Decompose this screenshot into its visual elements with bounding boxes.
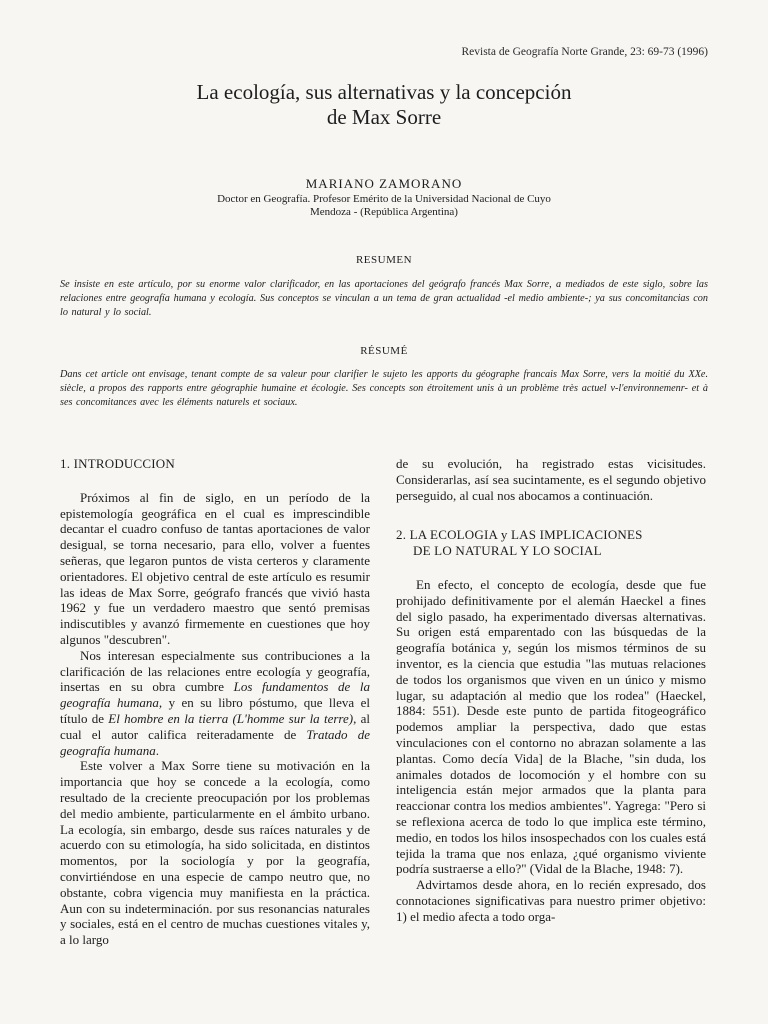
section-2-title-line-1: 2. LA ECOLOGIA y LAS IMPLICACIONES [396,527,643,543]
right-column [396,456,706,925]
title-line-1: La ecología, sus alternativas y la concepción [196,80,572,104]
book-title-fundamentos: Los fundamentos de la geografía humana, [60,679,370,711]
p2-text-b: y en su libro póstumo, que lleva el título de [60,695,370,726]
resume-heading: RÉSUMÉ [360,345,408,357]
title-line-2: de Max Sorre [326,105,442,129]
p2-text-a: Nos interesan especialmente sus contribuciones a la clarificación de las relaciones entre ecología y geografía, insertas en su obra cumbre [60,647,370,695]
section-2-paragraph-2: Advirtamos desde ahora, en lo recién expresado, dos connotaciones significativas para nuestro primer objetivo: 1) el medio afecta a todo orga- [396,877,706,924]
section-2-title [396,527,706,559]
book-title-tratado: Tratado de geografía humana [60,726,370,758]
left-column [60,456,370,948]
resumen-heading: RESUMEN [355,254,413,266]
author-affiliation [0,193,768,219]
section-2-title-line-2: DE LO NATURAL Y LO SOCIAL [413,543,602,559]
p2-text-c: , al cual el autor califica reiteradamente de [60,710,371,742]
running-head: Revista de Geografía Norte Grande, 23: 69-73 (1996) [461,46,708,58]
section-2-paragraph-1: En efecto, el concepto de ecología, desde que fue prohijado definitivamente por el alemán Haeckel a fines del siglo pasado, ha experimentado diversas alternativas. Su origen está emparentado con las búsquedas de la geografía botánica y, según los mismos términos de su inventor, es la ciencia que estudia "las mutuas relaciones de todos los organismos que viven en un único y mismo lugar, su adaptación al medio que los rodea" (Haeckel, 1884: 551). Desde este punto de partida fitogeográfico podemos ampliar la perspectiva, dado que estas vinculaciones con el contorno no abrazan solamente a las plantas. Como decía Vida] de la Blache, "sin duda, los animales dotados de locomoción y el hombre con su inteligencia están mejor armados que la planta para reaccionar contra los medios ambientes". Yagrega: "Pero si se reflexiona acerca de todo lo que implica este término, medio, en todos los hilos insospechados con los cuales está tejida la trama que nos enlaza, ¿qué organismo viviente podría sustraerse a ello?" (Vidal de la Blache, 1948: 7). [396,576,706,877]
intro-paragraph-3: Este volver a Max Sorre tiene su motivación en la importancia que hoy se concede a la ecología, como resultado de la creciente preocupación por los problemas del medio ambiente, particularmente en el ámbito urbano. La ecología, sin embargo, desde sus raíces naturales y de acuerdo con su etimología, ha sido solicitada, en distintos momentos, por la sociología y por la geografía, convirtiéndose en una especie de campo neutro que, no obstante, cobra vigencia muy manifiesta en la práctica. Aun con su indeterminación. por sus resonancias naturales y sociales, está en el centro de muchas cuestiones vitales y, a lo largo [60,758,370,948]
affiliation-line-1: Doctor en Geografía. Profesor Emérito de la Universidad Nacional de Cuyo [217,193,551,205]
affiliation-line-2: Mendoza - (República Argentina) [310,206,458,218]
author-name: MARIANO ZAMORANO [305,176,463,191]
intro-paragraph-1: Próximos al fin de siglo, en un período de la epistemología geográfica en el cual es imprescindible decantar el cuadro confuso de tantas aportaciones de valor desigual, se torna necesario, para ello, volver a fuentes señeras, que legaron puntos de vista certeros y claramente orientadores. El objetivo central de este artículo es resumir las ideas de Max Sorre, geógrafo francés que vivió hasta 1962 y fue un verdadero maestro que sentó premisas indiscutibles y avanzó firmemente en cuestiones que hoy algunos "descubren". [60,489,370,647]
section-1-title: 1. INTRODUCCION [60,456,175,471]
article-title [0,80,768,130]
book-title-hombre-tierra: El hombre en la tierra (L'homme sur la terre) [108,710,354,726]
right-paragraph-0: de su evolución, ha registrado estas vicisitudes. Considerarlas, así sea sucintamente, es el segundo objetivo perseguido, al cual nos abocamos a continuación. [396,456,706,503]
resume-text: Dans cet article ont envisage, tenant compte de sa valeur pour clarifier le sujeto les apports du géographe francais Max Sorre, vers la moitié du XXe. siècle, a propos des rapports entre géographie humaine et écologie. Ses concepts son étroitement unis à un problème très actuel v-l'environnemenr- et à ses concomitances avec les éléments naturels et sociaux. [60,369,708,408]
p2-text-d: . [155,742,159,758]
resumen-text: Se insiste en este artículo, por su enorme valor clarificador, en las aportaciones del geógrafo francés Max Sorre, a mediados de este siglo, sobre las relaciones entre geografía humana y ecología. Sus conceptos se vinculan a un tema de gran actualidad -el medio ambiente-; ya sus concomitancias con lo natural y lo social. [60,279,708,318]
intro-paragraph-2 [60,648,370,759]
